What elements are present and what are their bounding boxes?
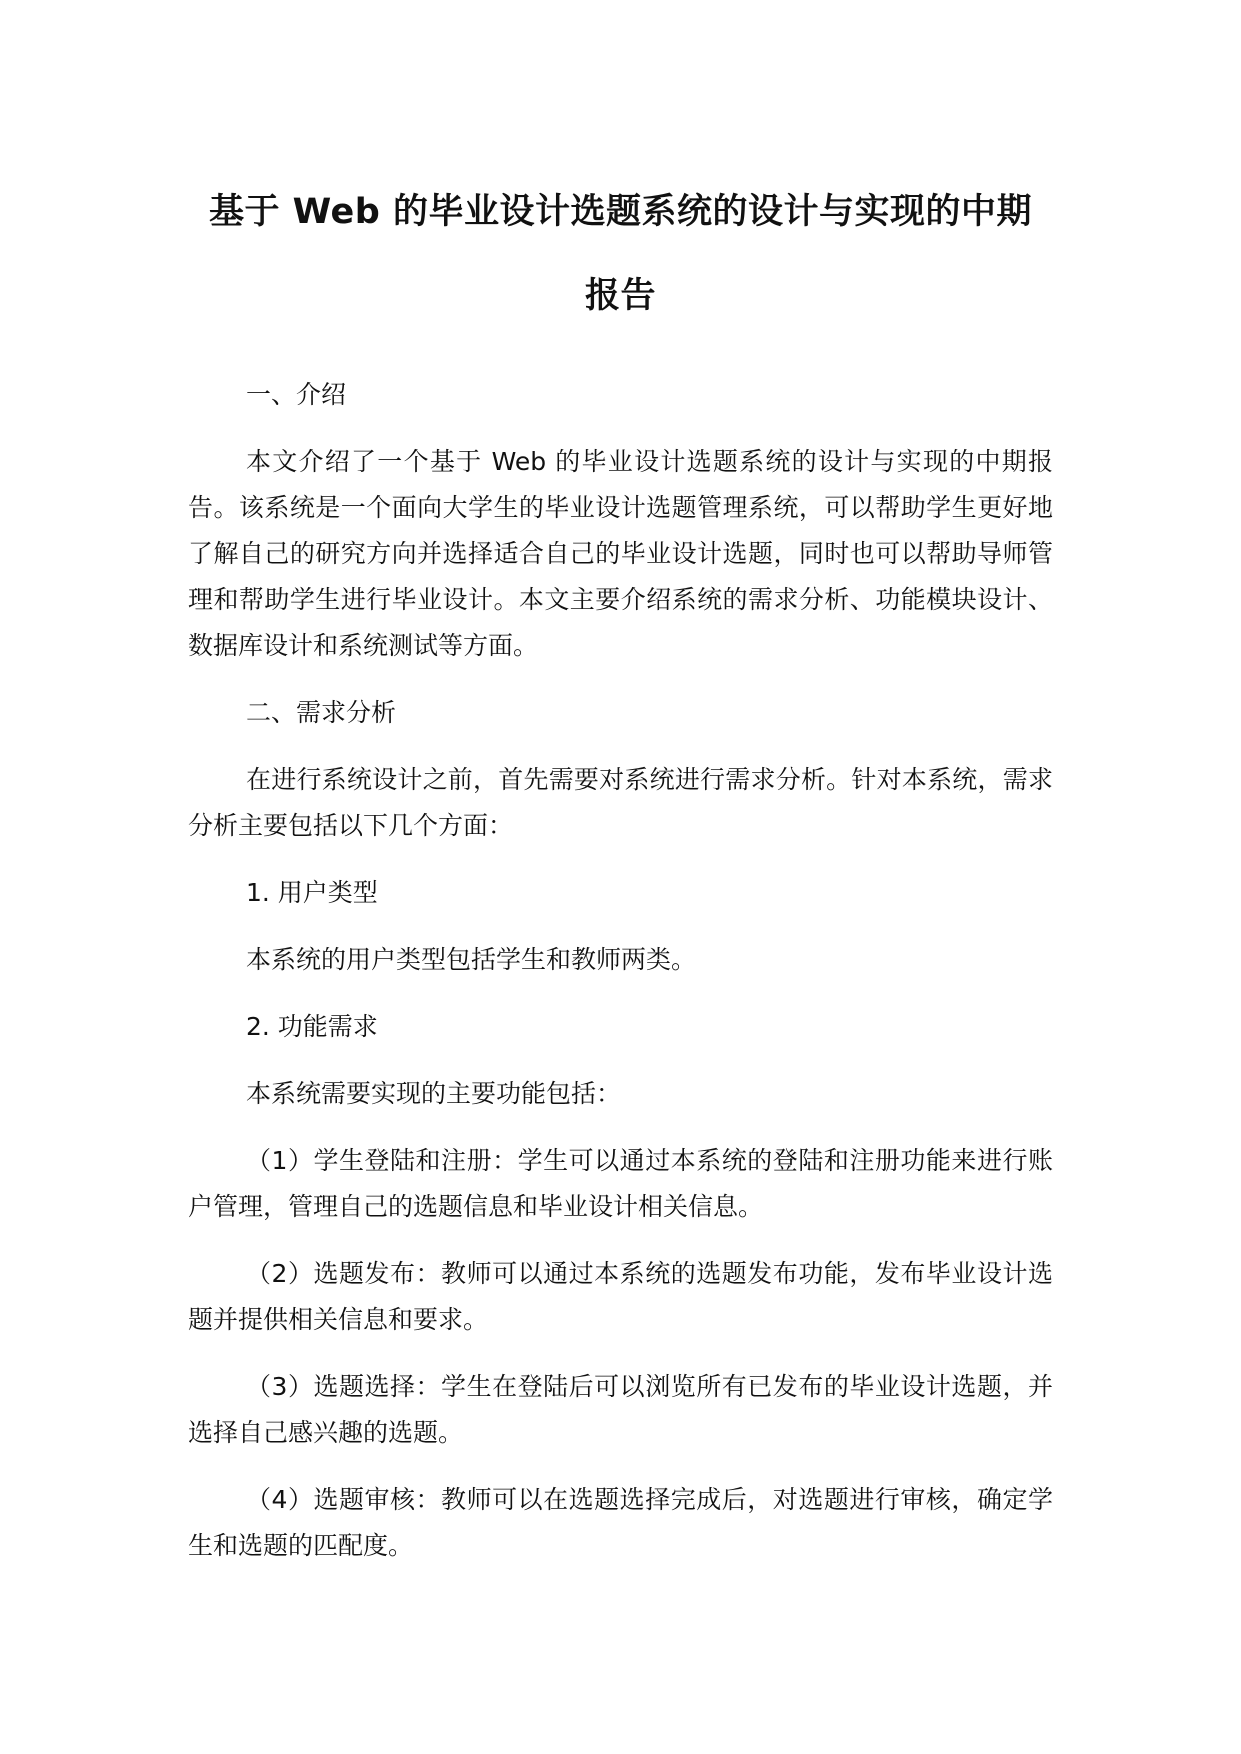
list-item: （2）选题发布：教师可以通过本系统的选题发布功能，发布毕业设计选题并提供相关信息和要求。 — [188, 1259, 1053, 1334]
paragraph-requirements: 在进行系统设计之前，首先需要对系统进行需求分析。针对本系统，需求分析主要包括以下几个方面： — [188, 765, 1053, 840]
list-item: （4）选题审核：教师可以在选题选择完成后，对选题进行审核，确定学生和选题的匹配度。 — [188, 1485, 1053, 1560]
paragraph-user-type: 本系统的用户类型包括学生和教师两类。 — [246, 945, 697, 974]
subheading-user-type: 1. 用户类型 — [246, 878, 378, 907]
section-heading-requirements: 二、需求分析 — [246, 698, 397, 727]
list-item: （3）选题选择：学生在登陆后可以浏览所有已发布的毕业设计选题，并选择自己感兴趣的选题。 — [188, 1372, 1053, 1447]
document-body — [188, 372, 1053, 1569]
paragraph-intro: 本文介绍了一个基于 Web 的毕业设计选题系统的设计与实现的中期报告。该系统是一个面向大学生的毕业设计选题管理系统，可以帮助学生更好地了解自己的研究方向并选择适合自己的毕业设计选题，同时也可以帮助导师管理和帮助学生进行毕业设计。本文主要介绍系统的需求分析、功能模块设计、数据库设计和系统测试等方面。 — [188, 447, 1053, 660]
title-line-1: 基于 Web 的毕业设计选题系统的设计与实现的中期 — [208, 192, 1033, 232]
section-heading-intro: 一、介绍 — [246, 380, 347, 409]
paragraph-functional-intro: 本系统需要实现的主要功能包括： — [246, 1079, 622, 1108]
document-title — [188, 0, 1053, 338]
subheading-functional-requirements: 2. 功能需求 — [246, 1012, 378, 1041]
title-line-2: 报告 — [584, 276, 656, 316]
list-item: （1）学生登陆和注册：学生可以通过本系统的登陆和注册功能来进行账户管理，管理自己的选题信息和毕业设计相关信息。 — [188, 1146, 1053, 1221]
